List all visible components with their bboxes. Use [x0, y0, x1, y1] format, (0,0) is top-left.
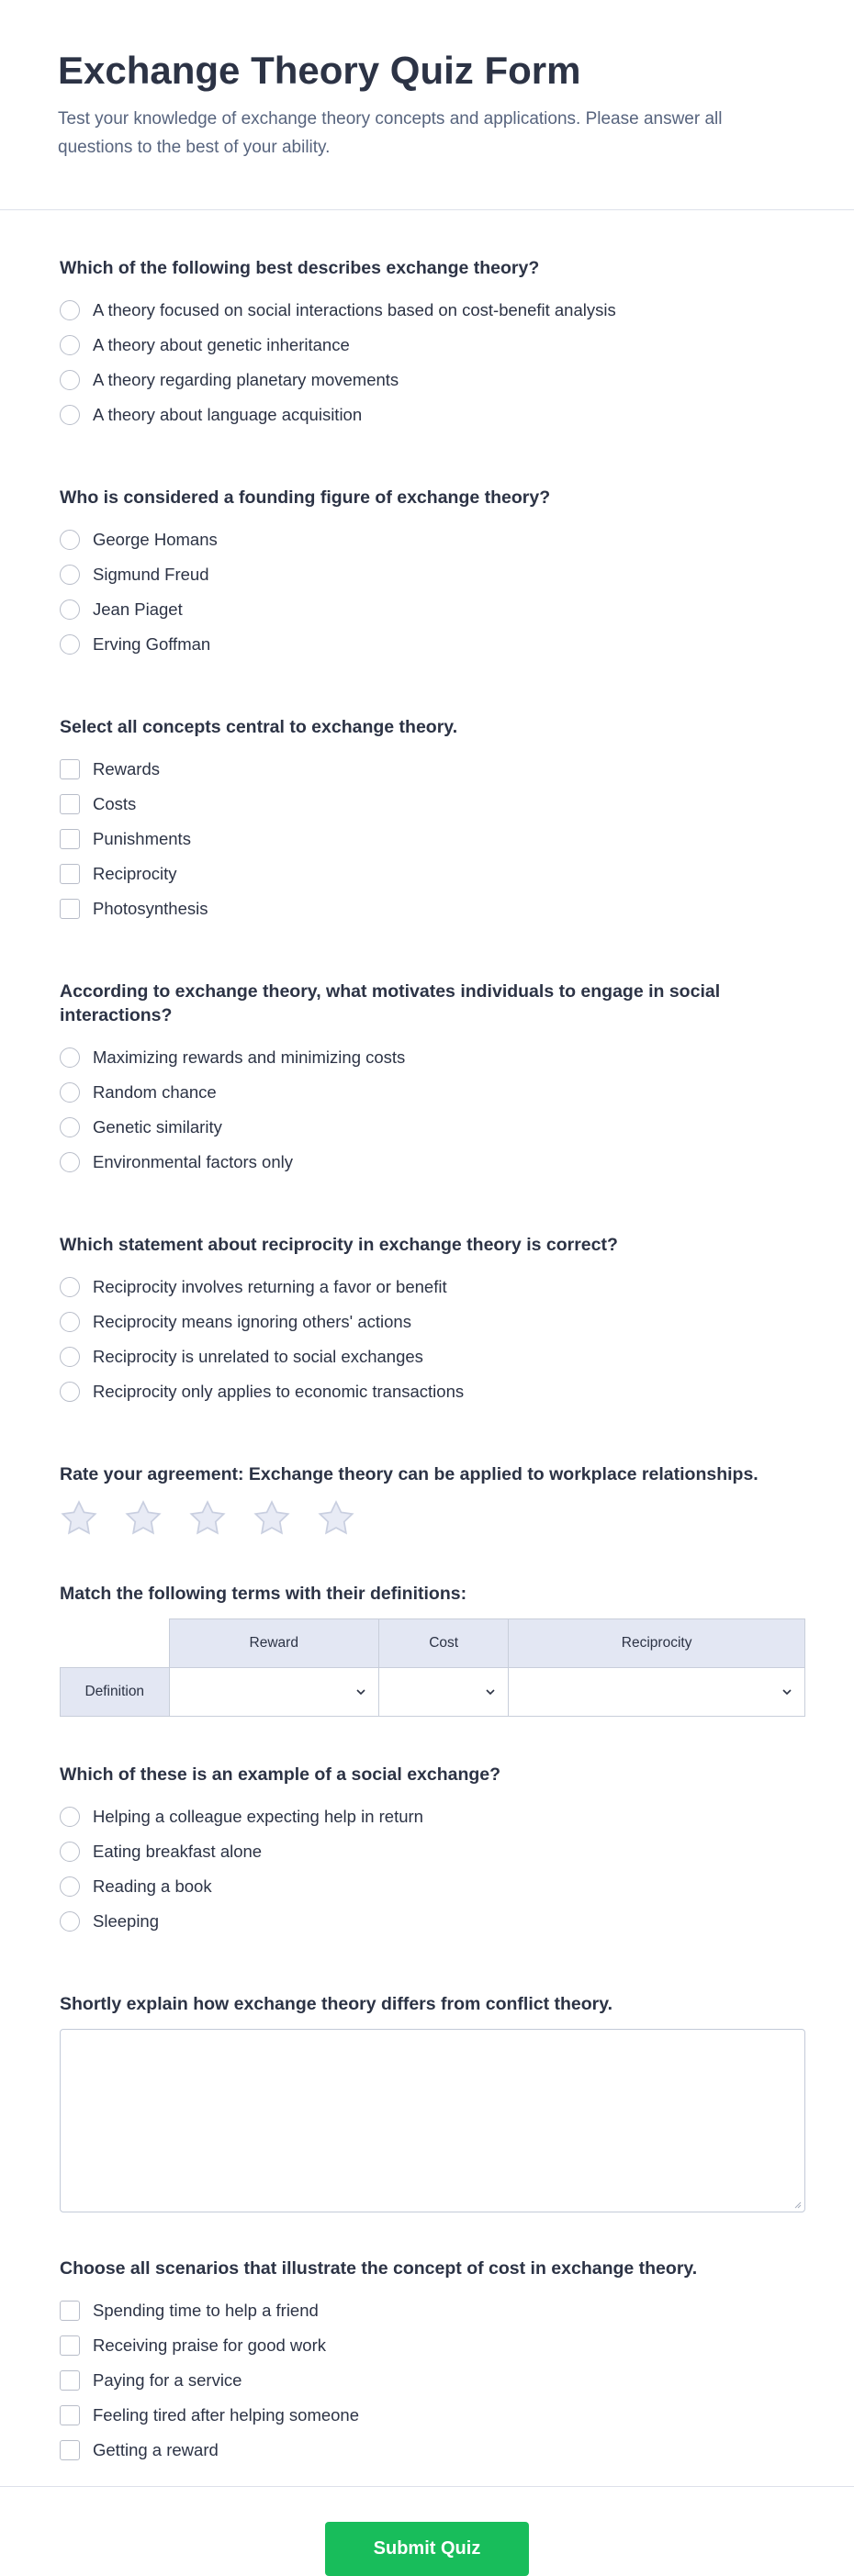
- question-label: Rate your agreement: Exchange theory can be applied to workplace relationships.: [60, 1464, 758, 1484]
- option-label: Maximizing rewards and minimizing costs: [93, 1047, 406, 1067]
- option-label: Genetic similarity: [93, 1117, 222, 1137]
- radio-button[interactable]: [60, 1876, 80, 1897]
- question-label: According to exchange theory, what motivates individuals to engage in social interactions?: [60, 981, 721, 1025]
- option-label: A theory about language acquisition: [93, 405, 363, 424]
- option-label: Getting a reward: [93, 2440, 219, 2459]
- question-label: Who is considered a founding figure of exchange theory?: [60, 487, 551, 508]
- checkbox[interactable]: [60, 794, 80, 814]
- resize-handle-icon[interactable]: [792, 2200, 802, 2209]
- checkbox-option[interactable]: [60, 2433, 794, 2468]
- option-label: Reciprocity is unrelated to social exchanges: [93, 1347, 423, 1366]
- checkbox[interactable]: [60, 829, 80, 849]
- matrix-cell: [509, 1668, 805, 1717]
- radio-option[interactable]: [60, 1075, 794, 1110]
- radio-option[interactable]: [60, 1869, 794, 1904]
- checkbox[interactable]: [60, 2335, 80, 2356]
- radio-option[interactable]: [60, 1145, 794, 1180]
- checkbox[interactable]: [60, 899, 80, 919]
- checkbox[interactable]: [60, 2370, 80, 2391]
- option-label: Photosynthesis: [93, 899, 208, 918]
- definition-select[interactable]: [509, 1670, 804, 1714]
- radio-button[interactable]: [60, 530, 80, 550]
- radio-button[interactable]: [60, 1152, 80, 1172]
- radio-button[interactable]: [60, 300, 80, 320]
- explanation-textarea[interactable]: [60, 2029, 805, 2212]
- question-9: [60, 1992, 794, 2212]
- checkbox-option[interactable]: [60, 822, 794, 857]
- question-5: [60, 1233, 794, 1409]
- radio-button[interactable]: [60, 634, 80, 655]
- option-label: Receiving praise for good work: [93, 2335, 326, 2355]
- checkbox[interactable]: [60, 2440, 80, 2460]
- radio-option[interactable]: [60, 522, 794, 557]
- option-label: Reading a book: [93, 1876, 212, 1896]
- checkbox-option[interactable]: [60, 752, 794, 787]
- matrix-row-header: Definition: [61, 1668, 170, 1717]
- definition-select[interactable]: [170, 1670, 379, 1714]
- star-rating: [60, 1499, 794, 1538]
- radio-button[interactable]: [60, 1347, 80, 1367]
- radio-button[interactable]: [60, 1277, 80, 1297]
- checkbox-option[interactable]: [60, 2328, 794, 2363]
- option-label: Feeling tired after helping someone: [93, 2405, 360, 2425]
- chevron-down-icon: [484, 1686, 497, 1698]
- radio-option[interactable]: [60, 1374, 794, 1409]
- option-label: George Homans: [93, 530, 218, 549]
- checkbox[interactable]: [60, 759, 80, 779]
- star-icon[interactable]: [317, 1499, 355, 1538]
- option-label: Erving Goffman: [93, 634, 211, 654]
- question-2: [60, 486, 794, 662]
- option-label: Costs: [93, 794, 137, 813]
- radio-button[interactable]: [60, 1911, 80, 1932]
- radio-button[interactable]: [60, 1842, 80, 1862]
- question-label: Match the following terms with their definitions:: [60, 1584, 467, 1604]
- definition-select[interactable]: [379, 1670, 508, 1714]
- matrix-column-header: Reciprocity: [509, 1619, 805, 1668]
- question-8: [60, 1763, 794, 1939]
- radio-button[interactable]: [60, 1117, 80, 1137]
- radio-option[interactable]: [60, 1834, 794, 1869]
- radio-button[interactable]: [60, 335, 80, 355]
- radio-button[interactable]: [60, 565, 80, 585]
- checkbox-option[interactable]: [60, 787, 794, 822]
- form-content: [0, 210, 854, 2468]
- form-subtitle: Test your knowledge of exchange theory concepts and applications. Please answer all questions to the best of your ability.: [58, 109, 723, 157]
- radio-option[interactable]: [60, 627, 794, 662]
- checkbox[interactable]: [60, 864, 80, 884]
- option-label: Rewards: [93, 759, 160, 778]
- form-footer: [0, 2486, 854, 2576]
- radio-option[interactable]: [60, 1110, 794, 1145]
- chevron-down-icon: [354, 1686, 367, 1698]
- question-label: Shortly explain how exchange theory differs from conflict theory.: [60, 1994, 613, 2014]
- radio-button[interactable]: [60, 405, 80, 425]
- star-icon[interactable]: [188, 1499, 227, 1538]
- matrix-column-header: Cost: [379, 1619, 509, 1668]
- radio-button[interactable]: [60, 1807, 80, 1827]
- question-label: Which of the following best describes exchange theory?: [60, 258, 540, 278]
- option-label: Reciprocity: [93, 864, 177, 883]
- option-label: Random chance: [93, 1082, 217, 1102]
- radio-option[interactable]: [60, 1799, 794, 1834]
- option-label: Sigmund Freud: [93, 565, 209, 584]
- radio-button[interactable]: [60, 1382, 80, 1402]
- radio-option[interactable]: [60, 592, 794, 627]
- checkbox-option[interactable]: [60, 2363, 794, 2398]
- question-3: [60, 715, 794, 926]
- submit-quiz-button[interactable]: Submit Quiz: [325, 2522, 529, 2576]
- radio-option[interactable]: [60, 398, 794, 432]
- checkbox[interactable]: [60, 2405, 80, 2425]
- radio-option[interactable]: [60, 328, 794, 363]
- radio-option[interactable]: [60, 1904, 794, 1939]
- question-label: Which of these is an example of a social exchange?: [60, 1764, 501, 1785]
- question-4: [60, 980, 794, 1180]
- option-label: Eating breakfast alone: [93, 1842, 263, 1861]
- checkbox-option[interactable]: [60, 857, 794, 891]
- matrix-cell: [169, 1668, 379, 1717]
- form-header: [0, 0, 854, 210]
- option-label: Jean Piaget: [93, 599, 183, 619]
- option-label: Spending time to help a friend: [93, 2301, 319, 2320]
- option-label: Punishments: [93, 829, 191, 848]
- radio-option[interactable]: [60, 1270, 794, 1305]
- option-label: Reciprocity means ignoring others' actions: [93, 1312, 411, 1331]
- radio-option[interactable]: [60, 293, 794, 328]
- radio-option[interactable]: [60, 1339, 794, 1374]
- checkbox-option[interactable]: [60, 891, 794, 926]
- matrix-cell: [379, 1668, 509, 1717]
- radio-option[interactable]: [60, 363, 794, 398]
- radio-button[interactable]: [60, 1082, 80, 1103]
- question-label: Which statement about reciprocity in exchange theory is correct?: [60, 1235, 618, 1255]
- checkbox-option[interactable]: [60, 2398, 794, 2433]
- option-label: Paying for a service: [93, 2370, 242, 2390]
- radio-button[interactable]: [60, 599, 80, 620]
- option-label: A theory focused on social interactions based on cost-benefit analysis: [93, 300, 616, 319]
- question-label: Choose all scenarios that illustrate the concept of cost in exchange theory.: [60, 2258, 698, 2279]
- option-label: Helping a colleague expecting help in return: [93, 1807, 423, 1826]
- option-label: A theory regarding planetary movements: [93, 370, 399, 389]
- option-label: Sleeping: [93, 1911, 160, 1931]
- form-title: Exchange Theory Quiz Form: [58, 49, 581, 92]
- star-icon[interactable]: [124, 1499, 163, 1538]
- radio-option[interactable]: [60, 1040, 794, 1075]
- matching-matrix: [60, 1618, 805, 1717]
- chevron-down-icon: [781, 1686, 793, 1698]
- option-label: A theory about genetic inheritance: [93, 335, 350, 354]
- matrix-column-header: Reward: [169, 1619, 379, 1668]
- radio-button[interactable]: [60, 1312, 80, 1332]
- radio-option[interactable]: [60, 1305, 794, 1339]
- radio-option[interactable]: [60, 557, 794, 592]
- star-icon[interactable]: [60, 1499, 98, 1538]
- radio-button[interactable]: [60, 370, 80, 390]
- radio-button[interactable]: [60, 1047, 80, 1068]
- checkbox-option[interactable]: [60, 2293, 794, 2328]
- question-7: [60, 1582, 794, 1717]
- star-icon[interactable]: [253, 1499, 291, 1538]
- checkbox[interactable]: [60, 2301, 80, 2321]
- question-10: [60, 2257, 794, 2468]
- option-label: Reciprocity involves returning a favor or benefit: [93, 1277, 447, 1296]
- question-label: Select all concepts central to exchange theory.: [60, 717, 458, 737]
- option-label: Environmental factors only: [93, 1152, 293, 1171]
- matrix-corner: [61, 1619, 170, 1668]
- question-6: [60, 1462, 794, 1538]
- question-1: [60, 256, 794, 432]
- option-label: Reciprocity only applies to economic transactions: [93, 1382, 465, 1401]
